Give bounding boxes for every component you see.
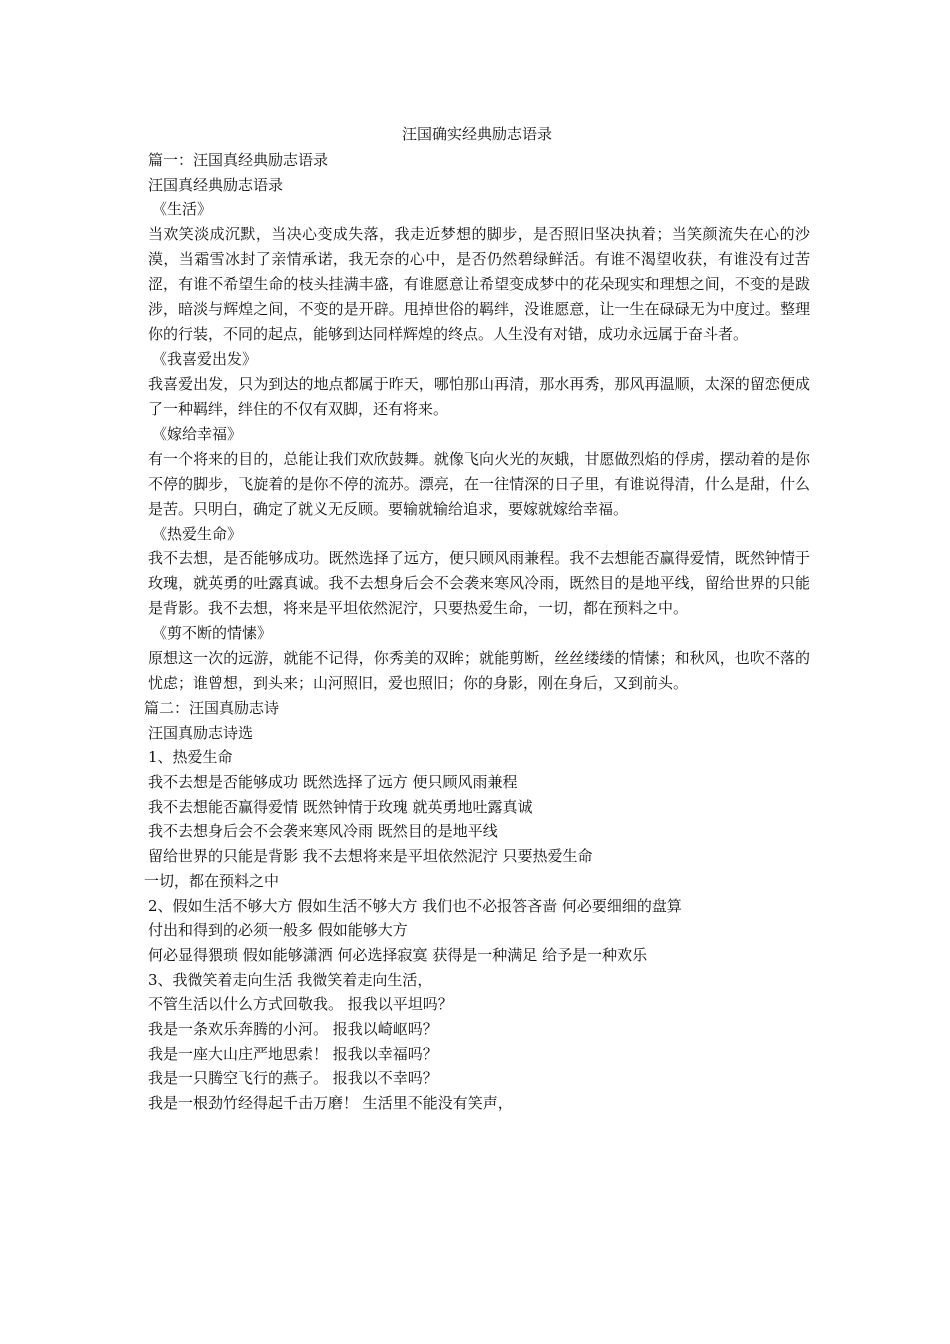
poem-line: 3、我微笑着走向生活 我微笑着走向生活， — [148, 970, 433, 989]
poem-line: 我是一根劲竹经得起千击万磨！ 生活里不能没有笑声， — [148, 1094, 513, 1113]
part1-subheading: 汪国真经典励志语录 — [148, 175, 284, 194]
poem-line: 何必显得猥琐 假如能够潇洒 何必选择寂寞 获得是一种满足 给予是一种欢乐 — [148, 945, 648, 964]
section-title: 《生活》 — [152, 200, 213, 219]
poem-line: 我是一座大山庄严地思索！ 报我以幸福吗？ — [148, 1044, 438, 1063]
section-body: 有一个将来的目的，总能让我们欢欣鼓舞。就像飞向火光的灰蛾，甘愿做烈焰的俘虏，摆动着的是你不停的脚步，飞旋着的是你不停的流苏。漂亮，在一往情深的日子里，有谁说得清，什么是甜，什么是苦。只明白，确定了就义无反顾。要输就输给追求，要嫁就嫁给幸福。 — [148, 449, 810, 518]
poem-line: 我不去想是否能够成功 既然选择了远方 便只顾风雨兼程 — [148, 773, 518, 792]
poem-line: 留给世界的只能是背影 我不去想将来是平坦依然泥泞 只要热爱生命 — [148, 847, 593, 866]
section-title: 《嫁给幸福》 — [152, 424, 243, 443]
document-title: 汪国确实经典励志语录 — [401, 125, 552, 143]
section-body: 我喜爱出发，只为到达的地点都属于昨天，哪怕那山再清，那水再秀，那风再温顺，太深的留恋便成了一种羁绊，绊住的不仅有双脚，还有将来。 — [148, 374, 810, 418]
part1-heading: 篇一：汪国真经典励志语录 — [148, 151, 329, 169]
part2-heading: 篇二：汪国真励志诗 — [144, 698, 280, 717]
section-title: 《剪不断的情愫》 — [152, 624, 273, 643]
section-body: 原想这一次的远游，就能不记得，你秀美的双眸；就能剪断，丝丝缕缕的情愫；和秋风，也吹不落的忧虑；谁曾想，到头来；山河照旧，爱也照旧；你的身影，刚在身后，又到前头。 — [148, 648, 810, 692]
section-body: 当欢笑淡成沉默，当决心变成失落，我走近梦想的脚步，是否照旧坚决执着；当笑颜流失在心的沙漠，当霜雪冰封了亲情承诺，我无奈的心中，是否仍然碧绿鲜活。有谁不渴望收获，有谁没有过苦涩，有谁不希望生命的枝头挂满丰盛，有谁愿意让希望变成梦中的花朵现实和理想之间，不变的是跋涉，暗淡与辉煌之间，不变的是开辟。甩掉世俗的羁绊，没谁愿意，让一生在碌碌无为中度过。整理你的行装，不同的起点，能够到达同样辉煌的终点。人生没有对错，成功永远属于奋斗者。 — [148, 225, 810, 344]
poem-line: 付出和得到的必须一般多 假如能够大方 — [148, 921, 408, 940]
poem-line: 我是一只腾空飞行的燕子。 报我以不幸吗？ — [148, 1069, 438, 1088]
poem-line: 我不去想能否赢得爱情 既然钟情于玫瑰 就英勇地吐露真诚 — [148, 797, 533, 816]
poem-line: 1、热爱生命 — [148, 748, 233, 767]
part2-subheading: 汪国真励志诗选 — [148, 723, 254, 742]
poem-line: 我不去想身后会不会袭来寒风冷雨 既然目的是地平线 — [148, 822, 498, 841]
poem-line: 我是一条欢乐奔腾的小河。 报我以崎岖吗？ — [148, 1020, 438, 1039]
section-title: 《热爱生命》 — [152, 524, 243, 543]
document-page — [144, 122, 810, 1116]
poem-line: 一切，都在预料之中 — [144, 871, 280, 890]
section-body: 我不去想，是否能够成功。既然选择了远方，便只顾风雨兼程。我不去想能否赢得爱情，既然钟情于玫瑰，就英勇的吐露真诚。我不去想身后会不会袭来寒风冷雨，既然目的是地平线，留给世界的只能是背影。我不去想，将来是平坦依然泥泞，只要热爱生命，一切，都在预料之中。 — [148, 549, 810, 618]
poem-line: 2、假如生活不够大方 假如生活不够大方 我们也不必报答吝啬 何必要细细的盘算 — [148, 896, 682, 915]
poem-line: 不管生活以什么方式回敬我。 报我以平坦吗？ — [148, 995, 453, 1014]
section-title: 《我喜爱出发》 — [152, 350, 258, 369]
